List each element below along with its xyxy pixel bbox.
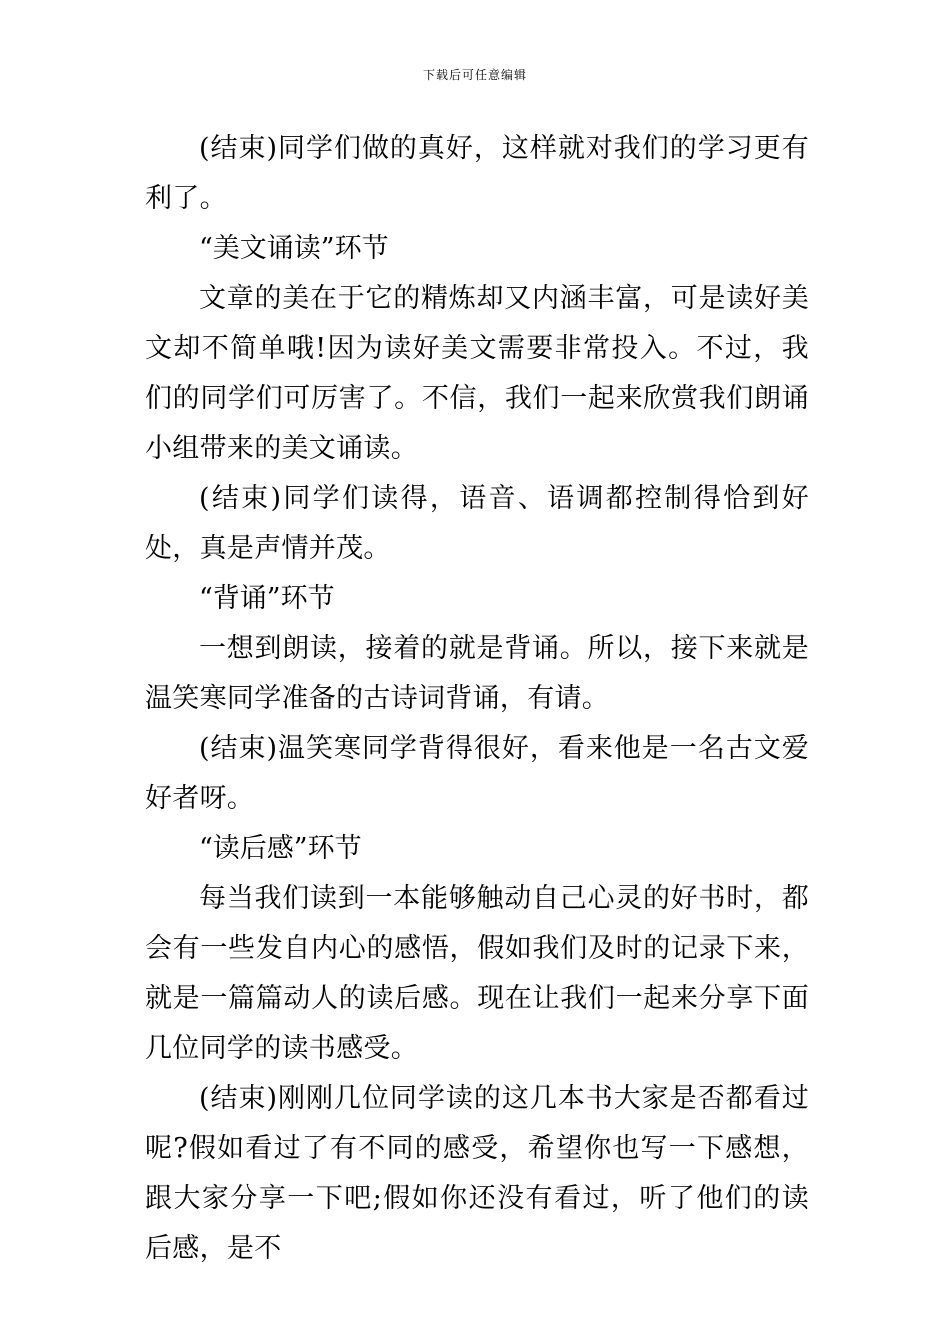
section-heading-memorization: “背诵”环节 [199, 583, 335, 614]
paragraph-closing-4: (结束)刚刚几位同学读的这几本书大家是否都看过呢?假如看过了有不同的感受，希望你也写一下感想，跟大家分享一下吧;假如你还没有看过，听了他们的读后感，是不 [145, 1083, 809, 1264]
document-body [145, 124, 809, 1274]
page-header: 下载后可任意编辑 [422, 68, 527, 82]
paragraph-closing-2: (结束)同学们读得，语音、语调都控制得恰到好处，真是声情并茂。 [145, 483, 809, 564]
paragraph-closing-1: (结束)同学们做的真好，这样就对我们的学习更有利了。 [145, 133, 809, 214]
section-heading-recitation: “美文诵读”环节 [199, 233, 389, 264]
paragraph-recitation-intro: 文章的美在于它的精炼却又内涵丰富，可是读好美文却不简单哦!因为读好美文需要非常投入。不过，我们的同学们可厉害了。不信，我们一起来欣赏我们朗诵小组带来的美文诵读。 [145, 283, 809, 464]
paragraph-reflection-intro: 每当我们读到一本能够触动自己心灵的好书时，都会有一些发自内心的感悟，假如我们及时的记录下来，就是一篇篇动人的读后感。现在让我们一起来分享下面几位同学的读书感受。 [145, 883, 809, 1064]
section-heading-reflection: “读后感”环节 [199, 833, 362, 864]
paragraph-closing-3: (结束)温笑寒同学背得很好，看来他是一名古文爱好者呀。 [145, 733, 809, 814]
paragraph-memorization-intro: 一想到朗读，接着的就是背诵。所以，接下来就是温笑寒同学准备的古诗词背诵，有请。 [145, 633, 809, 714]
